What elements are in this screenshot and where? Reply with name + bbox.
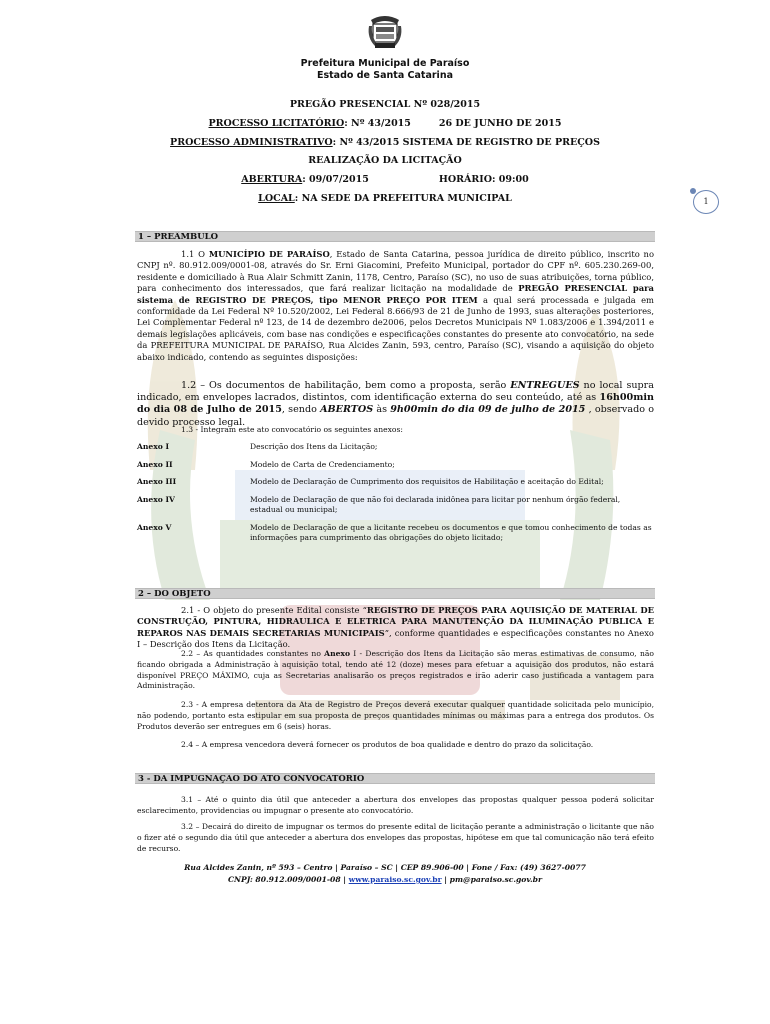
section-heading-impugnacao: 3 - DA IMPUGNAÇÃO DO ATO CONVOCATÓRIO [135,773,655,784]
p11-a: 1.1 O [181,249,209,259]
paragraph-2-1 [137,605,654,651]
annex-label: Anexo II [137,460,173,469]
annex-text: Modelo de Declaração de que a licitante recebeu os documentos e que tomou conhecimento de todas as informações para cumprimento das obrigações do objeto licitado; [250,523,652,542]
processo-licitatorio-date: 26 DE JUNHO DE 2015 [438,118,562,129]
abertura-line [0,174,770,186]
website-link[interactable]: www.paraiso.sc.gov.br [348,875,442,884]
p11-c: , Estado de Santa Catarina, pessoa jurídica de direito público, inscrito no CNPJ nº. 80.912.009/0001-08, através do Sr. Erni Giacomini, Prefeito Municipal, portador do CPF nº. 605.230.269-00, residente e domiciliado à Rua Alair Schmitt Zanin, 1178, Centro, Paraíso (SC), no uso de suas atribuições, torna público, para conhecimento dos interessados, que fará realizar licitação na modalidade de [137,249,654,294]
p21-objeto: REGISTRO DE PREÇOS PARA AQUISIÇÃO DE MATERIAL DE CONSTRUÇÃO, PINTURA, HIDRAULICA E ELETRICA PARA MANUTENÇÃO DA ILUMINAÇÃO PUBLICA E REPAROS NAS DEMAIS SECRETARIAS MUNICIPAIS [137,605,654,638]
coat-of-arms-icon [367,12,403,52]
annex-label: Anexo III [137,477,177,486]
annex-text: Modelo de Carta de Credenciamento; [250,460,395,469]
annex-text: Modelo de Declaração de que não foi declarada inidônea para licitar por nenhum órgão federal, estadual ou municipal; [250,495,621,514]
annex-label: Anexo IV [137,495,175,504]
processo-licitatorio-value: : Nº 43/2015 [344,118,411,129]
p11-municipio: MUNICÍPIO DE PARAÍSO [208,249,330,259]
p21-a: 2.1 - O objeto do presente Edital consiste “ [181,605,367,615]
p12-c: no local supra indicado, em envelopes lacrados, distintos, com identificação externa do seu conteúdo, até as [137,380,654,404]
paragraph-3-1: 3.1 – Até o quinto dia útil que anteceder a abertura dos envelopes das propostas qualquer pessoa poderá solicitar esclarecimento, providencias ou impugnar o presente ato convocatório. [137,795,654,815]
realizacao-title: REALIZAÇÃO DA LICITAÇÃO [308,155,462,166]
paragraph-1-3: 1.3 - Integram este ato convocatório os seguintes anexos: [181,425,403,434]
p12-e: , sendo [281,404,321,416]
p12-i: , observado o devido processo legal. [137,404,654,428]
comment-marker-icon[interactable] [690,188,696,194]
annex-label: Anexo V [137,523,172,532]
paragraph-2-2 [137,649,654,692]
processo-administrativo-label: PROCESSO ADMINISTRATIVO [170,137,333,148]
org-name: Prefeitura Municipal de Paraíso [300,58,470,69]
paragraph-1-1 [137,249,654,363]
p11-e: a qual será processada e julgada em conformidade da Lei Federal Nº 10.520/2002, Lei Federal 8.666/93 de 21 de Junho de 1993, suas alterações posteriores, Lei Complementar Federal nº 123, de 14 de dezembro de2006, pelos Decretos Municipais Nº 1.083/2006 e 1.394/2011 e demais legislações aplicáveis, com base nas condições e especificações constantes do presente ato convocatório, na sede da PREFEITURA MUNICIPAL DE PARAÍSO, Rua Alcides Zanin, 593, centro, Paraíso (SC), visando a aquisição do objeto abaixo indicado, contendo as seguintes disposições: [137,294,654,362]
paragraph-2-3: 2.3 - A empresa detentora da Ata de Registro de Preços deverá executar qualquer quantidade solicitada pelo município, não podendo, portanto esta estipular em sua proposta de preços quantidades mínimas ou máximas para a entrega dos produtos. Os Produtos deverão ser entregues em 6 (seis) horas. [137,700,654,731]
abertura-label: ABERTURA [241,174,303,185]
section-heading-preambulo: 1 – PREÂMBULO [135,231,655,242]
footer-contact [0,874,770,885]
abertura-value: : 09/07/2015 [302,174,369,185]
p11-modalidade: PREGÃO PRESENCIAL para sistema de REGISTRO DE PREÇOS, tipo MENOR PREÇO POR ITEM [137,283,654,305]
paragraph-2-4: 2.4 – A empresa vencedora deverá fornecer os produtos de boa qualidade e dentro do prazo da solicitação. [181,740,594,749]
annex-row [137,477,657,489]
section-heading-objeto: 2 – DO OBJETO [135,588,655,599]
footer-address: Rua Alcides Zanin, nº 593 – Centro | Paraíso – SC | CEP 89.906-00 | Fone / Fax: (49) 3627-0077 [184,863,586,872]
local-line [0,193,770,205]
p12-g: às [373,404,391,416]
p12-prazo-entrega: 16h00min do dia 08 de Julho de 2015 [137,392,654,416]
annex-label: Anexo I [137,442,170,451]
horario-value: HORÁRIO: 09:00 [438,174,529,185]
processo-administrativo-value: : Nº 43/2015 SISTEMA DE REGISTRO DE PREÇOS [332,137,600,148]
org-state: Estado de Santa Catarina [316,70,453,81]
local-value: : NA SEDE DA PREFEITURA MUNICIPAL [294,193,512,204]
local-label: LOCAL [258,193,295,204]
p22-a: 2.2 – As quantidades constantes no [181,649,325,658]
footer-cnpj: CNPJ: 80.912.009/0001-08 | [228,875,349,884]
p22-anexo: Anexo [324,649,351,658]
pregao-title: PREGÃO PRESENCIAL Nº 028/2015 [289,99,481,110]
footer-email: | pm@paraiso.sc.gov.br [441,875,542,884]
p12-entregues: ENTREGUES [510,380,580,391]
processo-licitatorio-label: PROCESSO LICITATÓRIO [208,118,345,129]
annex-row [137,442,657,454]
processo-licitatorio-line [0,118,770,130]
annex-row [137,523,657,545]
paragraph-3-2: 3.2 – Decairá do direito de impugnar os termos do presente edital de licitação perante a administração o licitante que não o fizer até o segundo dia útil que anteceder a abertura dos envelopes das propostas, hipótese em que tal comunicação não terá efeito de recurso. [137,822,654,853]
p22-c: I - Descrição dos Itens da Licitação são meras estimativas de consumo, não ficando obrigada a Administração à aquisição total, tendo até 12 (doze) meses para efetuar a aquisição dos produtos, não estará disponível PREÇO MÁXIMO, cuja as Secretarias analisarão os preços registrados e irão aderir caso justificada a vantagem para Administração. [137,649,654,691]
paragraph-1-2 [137,380,654,429]
p12-abertos: ABERTOS [320,404,374,416]
p21-c: ”, conforme quantidades e especificações constantes no Anexo I – Descrição dos Itens da Licitação. [137,627,654,650]
p12-a: 1.2 – Os documentos de habilitação, bem como a proposta, serão [181,380,511,391]
annex-text: Descrição dos Itens da Licitação; [250,442,378,451]
page-number-badge[interactable]: 1 [693,190,719,214]
annex-text: Modelo de Declaração de Cumprimento dos requisitos de Habilitação e aceitação do Edital; [250,477,604,486]
annex-row [137,495,657,517]
processo-administrativo-line [0,137,770,149]
annex-row [137,460,657,472]
p12-prazo-abertura: 9h00min do dia 09 de julho de 2015 [390,404,586,416]
